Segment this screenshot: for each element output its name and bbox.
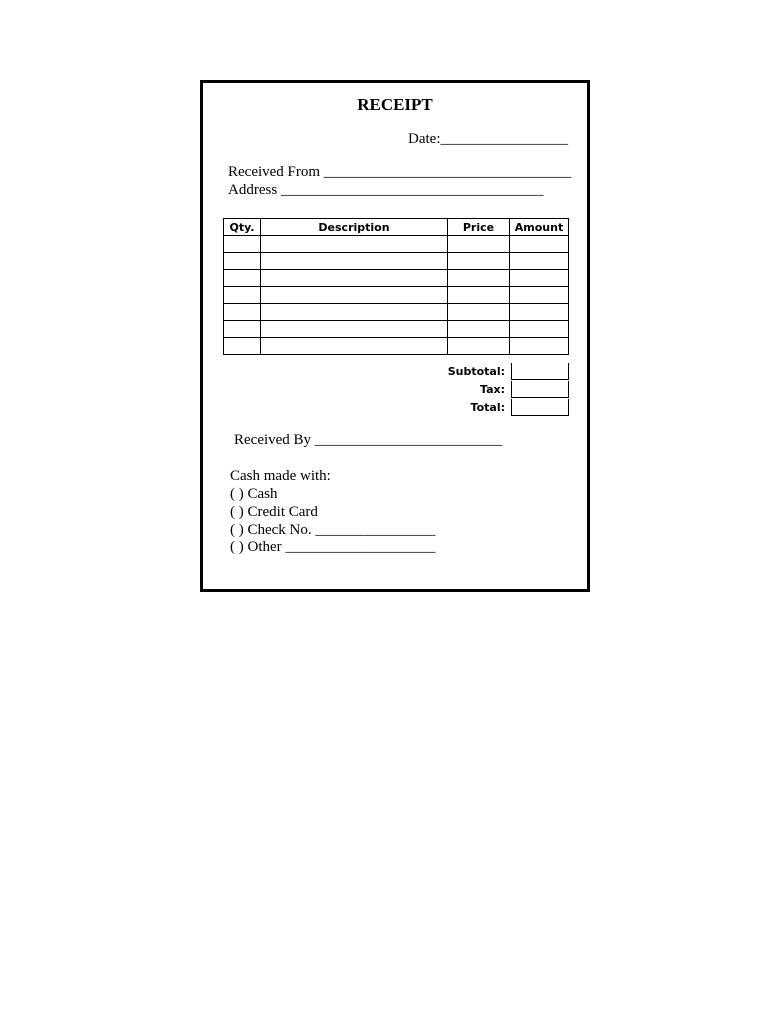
items-table-body [224, 236, 569, 355]
amount-cell[interactable] [510, 270, 569, 287]
payment-option-check[interactable]: ( ) Check No. ________________ [230, 522, 436, 538]
table-row [224, 270, 569, 287]
amount-cell[interactable] [510, 287, 569, 304]
qty-cell[interactable] [224, 321, 261, 338]
qty-cell[interactable] [224, 253, 261, 270]
tax-cell[interactable] [511, 381, 569, 398]
payment-option-credit-card[interactable]: ( ) Credit Card [230, 504, 318, 520]
qty-header: Qty. [224, 219, 261, 236]
amount-cell[interactable] [510, 304, 569, 321]
tax-label: Tax: [479, 382, 505, 396]
qty-cell[interactable] [224, 338, 261, 355]
price-cell[interactable] [448, 304, 510, 321]
qty-cell[interactable] [224, 287, 261, 304]
table-row [224, 321, 569, 338]
price-header: Price [448, 219, 510, 236]
payment-option-other[interactable]: ( ) Other ____________________ [230, 539, 436, 555]
items-table-header-row [224, 219, 569, 236]
subtotal-label: Subtotal: [447, 364, 505, 378]
price-cell[interactable] [448, 321, 510, 338]
description-cell[interactable] [261, 270, 448, 287]
qty-cell[interactable] [224, 270, 261, 287]
payment-method-label: Cash made with: [230, 468, 331, 484]
date-field[interactable]: Date:_________________ [408, 131, 568, 147]
address-field[interactable]: Address ___________________________________ [228, 182, 544, 198]
table-row [224, 338, 569, 355]
qty-cell[interactable] [224, 236, 261, 253]
description-cell[interactable] [261, 236, 448, 253]
price-cell[interactable] [448, 338, 510, 355]
received-by-field[interactable]: Received By _________________________ [234, 432, 503, 448]
subtotal-cell[interactable] [511, 363, 569, 380]
price-cell[interactable] [448, 287, 510, 304]
amount-cell[interactable] [510, 338, 569, 355]
table-row [224, 236, 569, 253]
description-cell[interactable] [261, 253, 448, 270]
received-from-field[interactable]: Received From _________________________________ [228, 164, 572, 180]
receipt-title: RECEIPT [357, 95, 433, 114]
description-cell[interactable] [261, 338, 448, 355]
tax-row [423, 380, 569, 398]
subtotal-row [423, 362, 569, 380]
table-row [224, 253, 569, 270]
amount-cell[interactable] [510, 236, 569, 253]
payment-option-cash[interactable]: ( ) Cash [230, 486, 278, 502]
total-label: Total: [470, 400, 505, 414]
total-row [423, 398, 569, 416]
amount-cell[interactable] [510, 253, 569, 270]
totals-section [423, 362, 569, 416]
table-row [224, 287, 569, 304]
price-cell[interactable] [448, 236, 510, 253]
description-cell[interactable] [261, 304, 448, 321]
price-cell[interactable] [448, 270, 510, 287]
price-cell[interactable] [448, 253, 510, 270]
amount-header: Amount [510, 219, 569, 236]
table-row [224, 304, 569, 321]
receipt-form [200, 80, 590, 592]
description-header: Description [261, 219, 448, 236]
amount-cell[interactable] [510, 321, 569, 338]
total-cell[interactable] [511, 399, 569, 416]
qty-cell[interactable] [224, 304, 261, 321]
description-cell[interactable] [261, 287, 448, 304]
description-cell[interactable] [261, 321, 448, 338]
items-table [223, 218, 569, 355]
